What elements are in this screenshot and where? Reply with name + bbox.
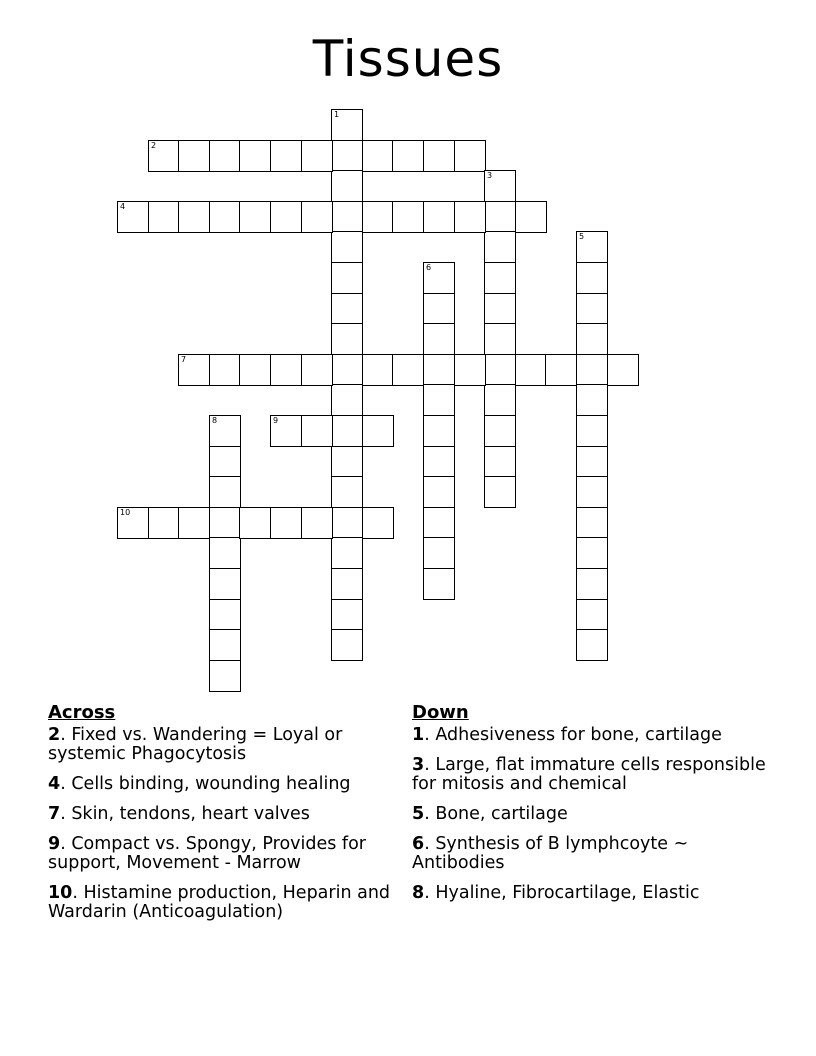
grid-cell[interactable] — [423, 201, 455, 233]
grid-cell[interactable] — [331, 568, 363, 600]
grid-cell[interactable] — [423, 262, 455, 294]
cell-number: 3 — [487, 171, 493, 180]
grid-cell[interactable] — [331, 323, 363, 355]
clue-text: Fixed vs. Wandering = Loyal or systemic Phagocytosis — [48, 725, 343, 764]
grid-cell[interactable] — [484, 231, 516, 263]
grid-cell[interactable] — [484, 170, 516, 202]
clue-across-7: 7. Skin, tendons, heart valves — [48, 804, 310, 824]
grid-cell[interactable] — [423, 384, 455, 416]
cell-number: 6 — [426, 263, 432, 272]
clue-across-4: 4. Cells binding, wounding healing — [48, 774, 351, 794]
clue-across-10: 10. Histamine production, Heparin and Wardarin (Anticoagulation) — [48, 883, 391, 922]
clue-text: Adhesiveness for bone, cartilage — [435, 725, 722, 745]
cell-number: 9 — [273, 416, 279, 425]
clue-across-9: 9. Compact vs. Spongy, Provides for support, Movement - Marrow — [48, 834, 366, 873]
grid-cell[interactable] — [545, 354, 577, 386]
grid-cell[interactable] — [454, 201, 486, 233]
grid-cell[interactable] — [117, 201, 149, 233]
grid-cell[interactable] — [178, 507, 210, 539]
grid-cell[interactable] — [392, 201, 424, 233]
grid-cell[interactable] — [209, 537, 241, 569]
grid-cell[interactable] — [331, 140, 363, 172]
grid-cell[interactable] — [362, 354, 394, 386]
grid-cell[interactable] — [362, 415, 394, 447]
clue-down-8: 8. Hyaline, Fibrocartilage, Elastic — [412, 883, 700, 903]
grid-cell[interactable] — [331, 476, 363, 508]
grid-cell[interactable] — [576, 629, 608, 661]
grid-cell[interactable] — [576, 568, 608, 600]
grid-cell[interactable] — [209, 201, 241, 233]
grid-cell[interactable] — [331, 446, 363, 478]
grid-cell[interactable] — [331, 262, 363, 294]
grid-cell[interactable] — [331, 231, 363, 263]
clue-number: 5 — [412, 804, 425, 824]
grid-cell[interactable] — [178, 140, 210, 172]
across-heading: Across — [48, 702, 116, 723]
grid-cell[interactable] — [607, 354, 639, 386]
grid-cell[interactable] — [576, 262, 608, 294]
grid-cell[interactable] — [423, 293, 455, 325]
clue-down-6: 6. Synthesis of B lymphcoyte ~ Antibodies — [412, 834, 689, 873]
grid-cell[interactable] — [484, 384, 516, 416]
clue-number: 8 — [412, 883, 425, 903]
grid-cell[interactable] — [576, 415, 608, 447]
grid-cell[interactable] — [576, 476, 608, 508]
cell-number: 5 — [579, 232, 585, 241]
grid-cell[interactable] — [423, 446, 455, 478]
clue-down-1: 1. Adhesiveness for bone, cartilage — [412, 725, 722, 745]
grid-cell[interactable] — [576, 354, 608, 386]
clue-number: 2 — [48, 725, 61, 745]
grid-cell[interactable] — [239, 354, 271, 386]
grid-cell[interactable] — [148, 507, 180, 539]
clue-text: Compact vs. Spongy, Provides for support, Movement - Marrow — [48, 834, 366, 873]
grid-cell[interactable] — [454, 354, 486, 386]
grid-cell[interactable] — [239, 201, 271, 233]
grid-cell[interactable] — [239, 140, 271, 172]
grid-cell[interactable] — [117, 507, 149, 539]
grid-cell[interactable] — [270, 507, 302, 539]
grid-cell[interactable] — [331, 507, 363, 539]
grid-cell[interactable] — [515, 201, 547, 233]
grid-cell[interactable] — [209, 140, 241, 172]
grid-cell[interactable] — [576, 537, 608, 569]
grid-cell[interactable] — [454, 140, 486, 172]
grid-cell[interactable] — [331, 293, 363, 325]
grid-cell[interactable] — [362, 140, 394, 172]
grid-cell[interactable] — [484, 323, 516, 355]
across-clues — [48, 703, 398, 933]
clue-number: 1 — [412, 725, 425, 745]
grid-cell[interactable] — [178, 354, 210, 386]
grid-cell[interactable] — [576, 446, 608, 478]
grid-cell[interactable] — [270, 415, 302, 447]
cell-number: 10 — [120, 508, 131, 517]
grid-cell[interactable] — [209, 599, 241, 631]
grid-cell[interactable] — [239, 507, 271, 539]
grid-cell[interactable] — [484, 415, 516, 447]
down-clues — [412, 703, 782, 914]
grid-cell[interactable] — [392, 354, 424, 386]
grid-cell[interactable] — [331, 170, 363, 202]
clue-number: 4 — [48, 774, 61, 794]
clue-number: 3 — [412, 755, 425, 775]
clue-text: Synthesis of B lymphcoyte ~ Antibodies — [412, 834, 689, 873]
cell-number: 7 — [181, 355, 187, 364]
grid-cell[interactable] — [331, 415, 363, 447]
grid-cell[interactable] — [362, 507, 394, 539]
grid-cell[interactable] — [301, 507, 333, 539]
puzzle-title: Tissues — [312, 30, 504, 88]
grid-cell[interactable] — [301, 140, 333, 172]
clue-number: 7 — [48, 804, 61, 824]
grid-cell[interactable] — [362, 201, 394, 233]
grid-cell[interactable] — [423, 476, 455, 508]
grid-cell[interactable] — [270, 354, 302, 386]
cell-number: 4 — [120, 202, 126, 211]
grid-cell[interactable] — [423, 323, 455, 355]
cell-number: 2 — [151, 141, 157, 150]
grid-cell[interactable] — [576, 231, 608, 263]
grid-cell[interactable] — [576, 507, 608, 539]
grid-cell[interactable] — [423, 140, 455, 172]
down-heading: Down — [412, 702, 469, 723]
grid-cell[interactable] — [423, 354, 455, 386]
grid-cell[interactable] — [148, 140, 180, 172]
clue-text: Hyaline, Fibrocartilage, Elastic — [435, 883, 700, 903]
grid-cell[interactable] — [209, 629, 241, 661]
grid-cell[interactable] — [515, 354, 547, 386]
clue-text: Skin, tendons, heart valves — [71, 804, 310, 824]
grid-cell[interactable] — [423, 507, 455, 539]
grid-cell[interactable] — [331, 599, 363, 631]
clue-text: Bone, cartilage — [435, 804, 568, 824]
grid-cell[interactable] — [484, 201, 516, 233]
clue-text: Cells binding, wounding healing — [71, 774, 351, 794]
grid-cell[interactable] — [209, 476, 241, 508]
grid-cell[interactable] — [484, 446, 516, 478]
grid-cell[interactable] — [301, 354, 333, 386]
grid-cell[interactable] — [209, 446, 241, 478]
grid-cell[interactable] — [148, 201, 180, 233]
grid-cell[interactable] — [209, 568, 241, 600]
grid-cell[interactable] — [270, 140, 302, 172]
grid-cell[interactable] — [331, 201, 363, 233]
cell-number: 8 — [212, 416, 218, 425]
grid-cell[interactable] — [484, 262, 516, 294]
grid-cell[interactable] — [392, 140, 424, 172]
clue-down-5: 5. Bone, cartilage — [412, 804, 568, 824]
grid-cell[interactable] — [331, 629, 363, 661]
grid-cell[interactable] — [331, 354, 363, 386]
grid-cell[interactable] — [484, 293, 516, 325]
grid-cell[interactable] — [331, 537, 363, 569]
clue-across-2: 2. Fixed vs. Wandering = Loyal or systemic Phagocytosis — [48, 725, 343, 764]
clue-text: Large, flat immature cells responsible for mitosis and chemical — [412, 755, 766, 794]
grid-cell[interactable] — [484, 354, 516, 386]
grid-cell[interactable] — [576, 293, 608, 325]
clue-down-3: 3. Large, flat immature cells responsible for mitosis and chemical — [412, 755, 766, 794]
grid-cell[interactable] — [423, 415, 455, 447]
grid-cell[interactable] — [331, 384, 363, 416]
grid-cell[interactable] — [178, 201, 210, 233]
grid-cell[interactable] — [270, 201, 302, 233]
grid-cell[interactable] — [423, 568, 455, 600]
grid-cell[interactable] — [209, 354, 241, 386]
grid-cell[interactable] — [576, 599, 608, 631]
grid-cell[interactable] — [423, 537, 455, 569]
grid-cell[interactable] — [301, 201, 333, 233]
grid-cell[interactable] — [484, 476, 516, 508]
clue-number: 10 — [48, 883, 73, 903]
grid-cell[interactable] — [576, 384, 608, 416]
clue-number: 6 — [412, 834, 425, 854]
grid-cell[interactable] — [209, 507, 241, 539]
grid-cell[interactable] — [301, 415, 333, 447]
cell-number: 1 — [334, 110, 340, 119]
clue-text: Histamine production, Heparin and Wardarin (Anticoagulation) — [48, 883, 391, 922]
grid-cell[interactable] — [331, 109, 363, 141]
grid-cell[interactable] — [209, 415, 241, 447]
grid-cell[interactable] — [209, 660, 241, 692]
clue-number: 9 — [48, 834, 61, 854]
grid-cell[interactable] — [576, 323, 608, 355]
